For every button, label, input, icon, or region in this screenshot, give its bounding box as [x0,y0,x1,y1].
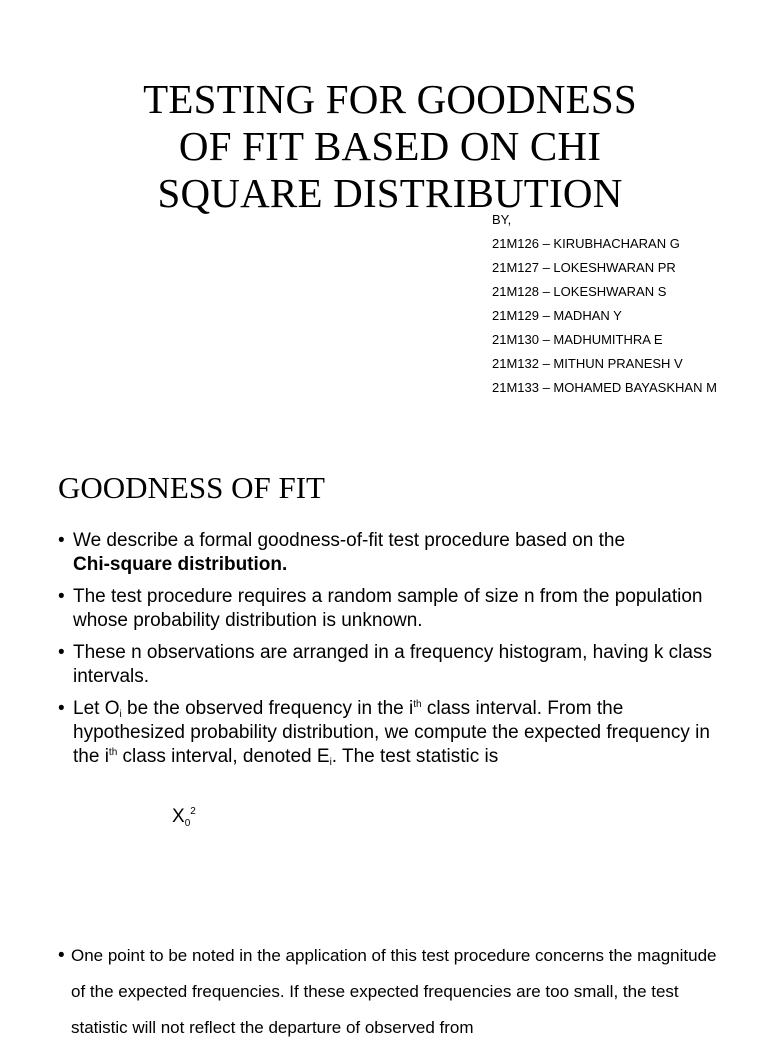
title-line-2: OF FIT BASED ON CHI [178,123,602,169]
bullet-text: These n observations are arranged in a frequency histogram, having k class intervals. [73,642,712,687]
author-item: 21M128 – LOKESHWARAN S [492,284,667,299]
bullet-text: Let O [73,698,120,719]
bullet-text: class interval. From the hypothesized probability distribution, we compute the expected frequency in the i [73,698,710,767]
bullet-item [58,641,718,689]
subscript: i [119,709,122,720]
formula-superscript: 2 [190,806,196,817]
subscript: i [329,757,332,768]
author-item: 21M133 – MOHAMED BAYASKHAN M [492,380,717,395]
author-item: 21M129 – MADHAN Y [492,308,622,323]
bullet-item [58,585,718,633]
title-line-3: SQUARE DISTRIBUTION [157,170,623,216]
author-item: 21M127 – LOKESHWARAN PR [492,260,676,275]
bullet-bold-text: Chi-square distribution. [73,554,288,575]
title-line-1: TESTING FOR GOODNESS [143,76,637,122]
bullet-item [58,697,718,769]
bullet-glyph: • [58,945,65,966]
bullet-list [58,529,718,777]
formula-base: X [172,806,185,827]
bullet-item [58,529,718,577]
section-heading: GOODNESS OF FIT [58,470,325,505]
formula-subscript: 0 [184,818,191,829]
author-item: 21M126 – KIRUBHACHARAN G [492,236,680,251]
bullet-text: . The test statistic is [331,746,499,767]
author-item: 21M130 – MADHUMITHRA E [492,332,663,347]
bullet-text: We describe a formal goodness-of-fit test procedure based on the [73,530,626,551]
author-list [492,212,717,400]
note-paragraph [58,938,718,1046]
test-statistic-formula [172,806,196,828]
note-text: One point to be noted in the application of this test procedure concerns the magnitude of the expected frequencies. If these expected frequencies are too small, the test statistic will not reflect the departure of observed from [71,946,717,1037]
bullet-text: be the observed frequency in the i [121,698,414,719]
superscript: th [108,747,118,758]
bullet-text: The test procedure requires a random sample of size n from the population whose probability distribution is unknown. [73,586,703,631]
authors-by-label: BY, [492,212,512,227]
bullet-text: class interval, denoted E [117,746,330,767]
author-item: 21M132 – MITHUN PRANESH V [492,356,683,371]
superscript: th [413,699,422,710]
slide-title [90,76,690,217]
